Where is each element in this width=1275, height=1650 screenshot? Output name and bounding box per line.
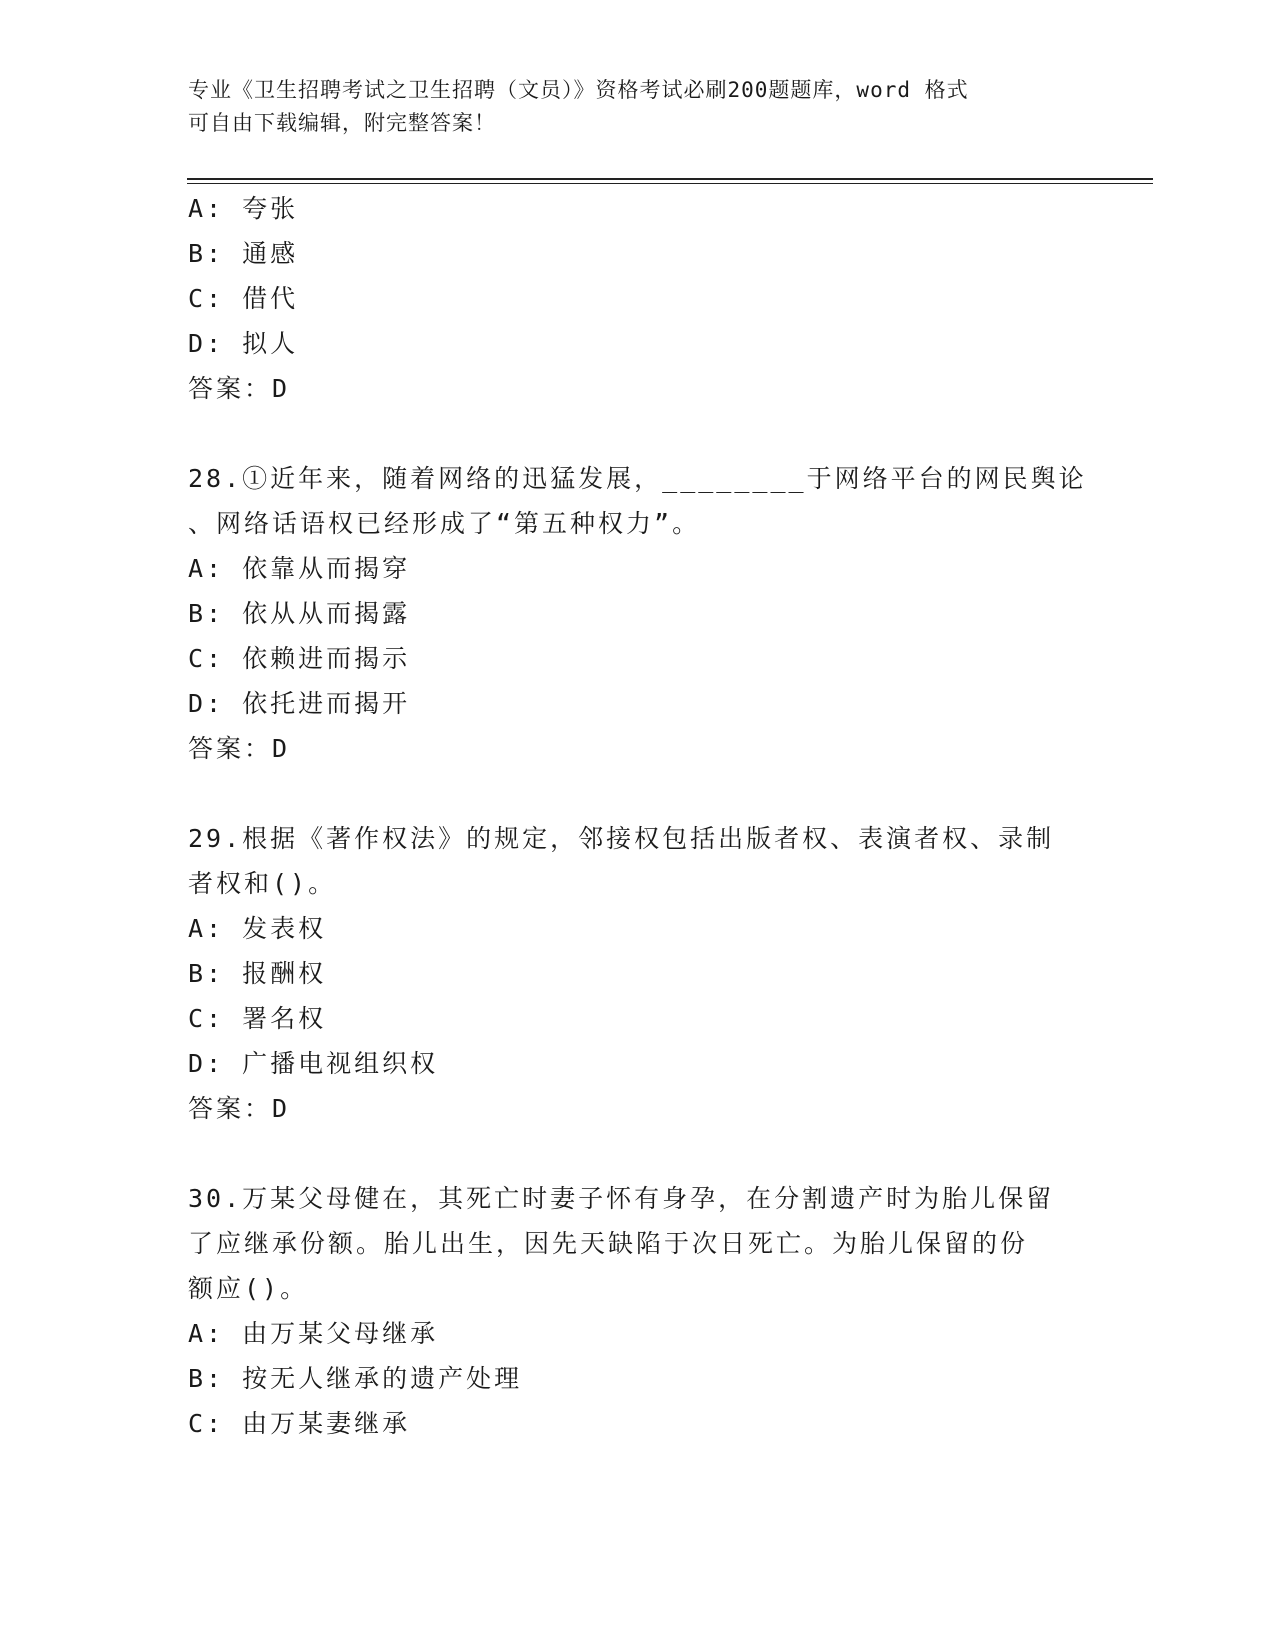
- option-c: C: 借代: [188, 284, 299, 313]
- question-28-line-1: 28.①近年来，随着网络的迅猛发展，________于网络平台的网民舆论: [188, 464, 1087, 493]
- question-29-line-2: 者权和()。: [188, 869, 337, 898]
- option-c: C: 由万某妻继承: [188, 1409, 411, 1438]
- answer-27: 答案：D: [188, 374, 291, 403]
- header-line-1: 专业《卫生招聘考试之卫生招聘（文员）》资格考试必刷200题题库，word 格式: [188, 78, 969, 102]
- option-a: A: 夸张: [188, 194, 299, 223]
- option-c: C: 依赖进而揭示: [188, 644, 411, 673]
- option-d: D: 依托进而揭开: [188, 689, 411, 718]
- option-d: D: 广播电视组织权: [188, 1049, 439, 1078]
- option-b: B: 按无人继承的遗产处理: [188, 1364, 523, 1393]
- question-30-line-3: 额应()。: [188, 1274, 309, 1303]
- answer-28: 答案：D: [188, 734, 291, 763]
- option-a: A: 由万某父母继承: [188, 1319, 439, 1348]
- question-30-line-1: 30.万某父母健在，其死亡时妻子怀有身孕，在分割遗产时为胎儿保留: [188, 1184, 1055, 1213]
- header-line-2: 可自由下载编辑，附完整答案！: [188, 111, 496, 135]
- document-header: [188, 74, 1068, 140]
- option-b: B: 通感: [188, 239, 299, 268]
- question-30-line-2: 了应继承份额。胎儿出生，因先天缺陷于次日死亡。为胎儿保留的份: [188, 1229, 1029, 1258]
- question-29-line-1: 29.根据《著作权法》的规定，邻接权包括出版者权、表演者权、录制: [188, 824, 1055, 853]
- option-b: B: 报酬权: [188, 959, 327, 988]
- question-28-line-2: 、网络话语权已经形成了“第五种权力”。: [188, 509, 701, 538]
- header-divider-thin: [187, 183, 1153, 184]
- answer-29: 答案：D: [188, 1094, 291, 1123]
- option-c: C: 署名权: [188, 1004, 327, 1033]
- header-divider: [187, 178, 1153, 180]
- option-a: A: 依靠从而揭穿: [188, 554, 411, 583]
- option-a: A: 发表权: [188, 914, 327, 943]
- option-b: B: 依从从而揭露: [188, 599, 411, 628]
- option-d: D: 拟人: [188, 329, 299, 358]
